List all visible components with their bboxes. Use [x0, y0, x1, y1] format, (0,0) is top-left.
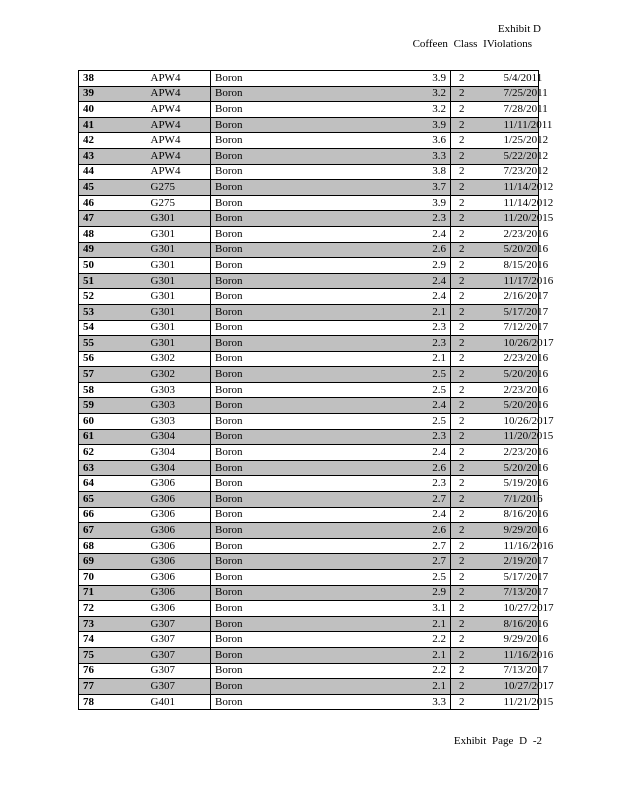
table-row	[79, 554, 539, 570]
violations-table	[78, 70, 554, 710]
concentration-value: 2.2	[377, 632, 451, 648]
sample-date: 2/23/2016	[501, 351, 539, 367]
well-id: APW4	[131, 86, 211, 102]
table-row	[79, 86, 539, 102]
parameter: Boron	[211, 367, 377, 383]
table-row	[79, 273, 539, 289]
well-id: G303	[131, 382, 211, 398]
table-row	[79, 492, 539, 508]
parameter: Boron	[211, 180, 377, 196]
row-number: 62	[79, 445, 131, 461]
concentration-value: 3.8	[377, 164, 451, 180]
table-row	[79, 367, 539, 383]
concentration-value: 2.4	[377, 507, 451, 523]
row-number: 50	[79, 258, 131, 274]
class-value: 2	[451, 242, 501, 258]
table-row	[79, 585, 539, 601]
sample-date: 1/25/2012	[501, 133, 539, 149]
class-value: 2	[451, 195, 501, 211]
row-number: 40	[79, 102, 131, 118]
concentration-value: 2.4	[377, 398, 451, 414]
concentration-value: 2.6	[377, 242, 451, 258]
parameter: Boron	[211, 601, 377, 617]
table-row	[79, 195, 539, 211]
class-value: 2	[451, 86, 501, 102]
concentration-value: 2.1	[377, 351, 451, 367]
row-number: 69	[79, 554, 131, 570]
table-row	[79, 258, 539, 274]
table-row	[79, 180, 539, 196]
parameter: Boron	[211, 694, 377, 710]
row-number: 53	[79, 304, 131, 320]
sample-date: 7/12/2017	[501, 320, 539, 336]
class-value: 2	[451, 460, 501, 476]
concentration-value: 2.7	[377, 554, 451, 570]
table-row	[79, 117, 539, 133]
class-value: 2	[451, 211, 501, 227]
row-number: 45	[79, 180, 131, 196]
sample-date: 2/23/2016	[501, 445, 539, 461]
table-row	[79, 382, 539, 398]
well-id: G306	[131, 476, 211, 492]
well-id: G307	[131, 616, 211, 632]
concentration-value: 3.2	[377, 102, 451, 118]
row-number: 55	[79, 336, 131, 352]
row-number: 72	[79, 601, 131, 617]
well-id: G306	[131, 554, 211, 570]
parameter: Boron	[211, 273, 377, 289]
concentration-value: 2.5	[377, 414, 451, 430]
well-id: G304	[131, 445, 211, 461]
concentration-value: 2.4	[377, 273, 451, 289]
parameter: Boron	[211, 148, 377, 164]
parameter: Boron	[211, 304, 377, 320]
sample-date: 5/20/2016	[501, 242, 539, 258]
well-id: G301	[131, 289, 211, 305]
class-value: 2	[451, 117, 501, 133]
class-value: 2	[451, 507, 501, 523]
class-value: 2	[451, 102, 501, 118]
table-row	[79, 445, 539, 461]
table-row	[79, 304, 539, 320]
concentration-value: 2.4	[377, 445, 451, 461]
concentration-value: 3.9	[377, 117, 451, 133]
sample-date: 10/26/2017	[501, 336, 539, 352]
sample-date: 7/25/2011	[501, 86, 539, 102]
row-number: 68	[79, 538, 131, 554]
table-row	[79, 476, 539, 492]
row-number: 56	[79, 351, 131, 367]
parameter: Boron	[211, 336, 377, 352]
class-value: 2	[451, 570, 501, 586]
concentration-value: 2.9	[377, 258, 451, 274]
class-value: 2	[451, 663, 501, 679]
class-value: 2	[451, 148, 501, 164]
class-value: 2	[451, 694, 501, 710]
parameter: Boron	[211, 647, 377, 663]
sample-date: 7/13/2017	[501, 585, 539, 601]
concentration-value: 2.1	[377, 616, 451, 632]
parameter: Boron	[211, 632, 377, 648]
row-number: 60	[79, 414, 131, 430]
sample-date: 10/27/2017	[501, 601, 539, 617]
class-value: 2	[451, 414, 501, 430]
class-value: 2	[451, 601, 501, 617]
row-number: 54	[79, 320, 131, 336]
well-id: APW4	[131, 148, 211, 164]
class-value: 2	[451, 133, 501, 149]
parameter: Boron	[211, 429, 377, 445]
table-row	[79, 570, 539, 586]
concentration-value: 2.3	[377, 476, 451, 492]
well-id: G275	[131, 180, 211, 196]
sample-date: 5/17/2017	[501, 570, 539, 586]
well-id: G301	[131, 211, 211, 227]
class-value: 2	[451, 679, 501, 695]
sample-date: 9/29/2016	[501, 523, 539, 539]
sample-date: 8/15/2016	[501, 258, 539, 274]
sample-date: 2/19/2017	[501, 554, 539, 570]
row-number: 61	[79, 429, 131, 445]
row-number: 74	[79, 632, 131, 648]
parameter: Boron	[211, 460, 377, 476]
table-row	[79, 133, 539, 149]
sample-date: 2/16/2017	[501, 289, 539, 305]
well-id: G303	[131, 414, 211, 430]
table-row	[79, 398, 539, 414]
concentration-value: 2.9	[377, 585, 451, 601]
parameter: Boron	[211, 164, 377, 180]
sample-date: 11/14/2012	[501, 195, 539, 211]
concentration-value: 3.3	[377, 694, 451, 710]
well-id: G301	[131, 273, 211, 289]
sample-date: 2/23/2016	[501, 226, 539, 242]
row-number: 67	[79, 523, 131, 539]
sample-date: 2/23/2016	[501, 382, 539, 398]
row-number: 47	[79, 211, 131, 227]
sample-date: 5/20/2016	[501, 460, 539, 476]
well-id: G303	[131, 398, 211, 414]
concentration-value: 3.2	[377, 86, 451, 102]
parameter: Boron	[211, 320, 377, 336]
sample-date: 10/26/2017	[501, 414, 539, 430]
concentration-value: 3.7	[377, 180, 451, 196]
row-number: 48	[79, 226, 131, 242]
well-id: G306	[131, 538, 211, 554]
page-footer: Exhibit Page D -2	[453, 735, 542, 747]
parameter: Boron	[211, 492, 377, 508]
row-number: 42	[79, 133, 131, 149]
concentration-value: 2.4	[377, 289, 451, 305]
parameter: Boron	[211, 538, 377, 554]
sample-date: 5/22/2012	[501, 148, 539, 164]
class-value: 2	[451, 445, 501, 461]
sample-date: 11/20/2015	[501, 211, 539, 227]
parameter: Boron	[211, 679, 377, 695]
class-value: 2	[451, 367, 501, 383]
table-row	[79, 320, 539, 336]
class-value: 2	[451, 585, 501, 601]
well-id: APW4	[131, 117, 211, 133]
concentration-value: 2.7	[377, 538, 451, 554]
parameter: Boron	[211, 382, 377, 398]
concentration-value: 2.5	[377, 570, 451, 586]
row-number: 41	[79, 117, 131, 133]
parameter: Boron	[211, 585, 377, 601]
parameter: Boron	[211, 523, 377, 539]
row-number: 70	[79, 570, 131, 586]
concentration-value: 2.2	[377, 663, 451, 679]
well-id: G307	[131, 679, 211, 695]
row-number: 57	[79, 367, 131, 383]
row-number: 77	[79, 679, 131, 695]
row-number: 64	[79, 476, 131, 492]
concentration-value: 2.7	[377, 492, 451, 508]
class-value: 2	[451, 554, 501, 570]
row-number: 38	[79, 71, 131, 87]
well-id: G304	[131, 429, 211, 445]
sample-date: 7/23/2012	[501, 164, 539, 180]
table-row	[79, 148, 539, 164]
well-id: APW4	[131, 133, 211, 149]
class-value: 2	[451, 429, 501, 445]
class-value: 2	[451, 382, 501, 398]
row-number: 39	[79, 86, 131, 102]
parameter: Boron	[211, 414, 377, 430]
class-value: 2	[451, 523, 501, 539]
table-row	[79, 647, 539, 663]
well-id: G275	[131, 195, 211, 211]
sample-date: 11/16/2016	[501, 538, 539, 554]
well-id: G304	[131, 460, 211, 476]
row-number: 73	[79, 616, 131, 632]
parameter: Boron	[211, 71, 377, 87]
table-row	[79, 507, 539, 523]
parameter: Boron	[211, 616, 377, 632]
well-id: G302	[131, 367, 211, 383]
concentration-value: 2.4	[377, 226, 451, 242]
parameter: Boron	[211, 554, 377, 570]
table-row	[79, 242, 539, 258]
violations-table-body	[79, 71, 554, 710]
class-value: 2	[451, 538, 501, 554]
well-id: G302	[131, 351, 211, 367]
table-row	[79, 289, 539, 305]
parameter: Boron	[211, 211, 377, 227]
row-number: 52	[79, 289, 131, 305]
sample-date: 5/20/2016	[501, 398, 539, 414]
class-value: 2	[451, 273, 501, 289]
parameter: Boron	[211, 289, 377, 305]
class-value: 2	[451, 616, 501, 632]
class-value: 2	[451, 258, 501, 274]
well-id: G401	[131, 694, 211, 710]
row-number: 66	[79, 507, 131, 523]
table-row	[79, 538, 539, 554]
well-id: G307	[131, 663, 211, 679]
parameter: Boron	[211, 133, 377, 149]
concentration-value: 2.3	[377, 336, 451, 352]
table-row	[79, 616, 539, 632]
sample-date: 11/17/2016	[501, 273, 539, 289]
row-number: 51	[79, 273, 131, 289]
parameter: Boron	[211, 663, 377, 679]
sample-date: 7/1/2016	[501, 492, 539, 508]
parameter: Boron	[211, 258, 377, 274]
well-id: G307	[131, 647, 211, 663]
concentration-value: 3.3	[377, 148, 451, 164]
class-value: 2	[451, 180, 501, 196]
row-number: 65	[79, 492, 131, 508]
concentration-value: 2.1	[377, 647, 451, 663]
well-id: APW4	[131, 71, 211, 87]
table-row	[79, 632, 539, 648]
row-number: 75	[79, 647, 131, 663]
sample-date: 5/20/2016	[501, 367, 539, 383]
sample-date: 8/16/2016	[501, 616, 539, 632]
parameter: Boron	[211, 242, 377, 258]
parameter: Boron	[211, 117, 377, 133]
well-id: G306	[131, 492, 211, 508]
parameter: Boron	[211, 226, 377, 242]
class-value: 2	[451, 647, 501, 663]
table-row	[79, 102, 539, 118]
sample-date: 5/4/2011	[501, 71, 539, 87]
concentration-value: 2.6	[377, 523, 451, 539]
concentration-value: 2.3	[377, 211, 451, 227]
well-id: G306	[131, 523, 211, 539]
class-value: 2	[451, 304, 501, 320]
sample-date: 9/29/2016	[501, 632, 539, 648]
parameter: Boron	[211, 507, 377, 523]
row-number: 71	[79, 585, 131, 601]
class-value: 2	[451, 492, 501, 508]
row-number: 44	[79, 164, 131, 180]
concentration-value: 2.1	[377, 679, 451, 695]
table-row	[79, 226, 539, 242]
well-id: G301	[131, 242, 211, 258]
row-number: 46	[79, 195, 131, 211]
sample-date: 11/20/2015	[501, 429, 539, 445]
concentration-value: 2.5	[377, 382, 451, 398]
parameter: Boron	[211, 445, 377, 461]
concentration-value: 2.5	[377, 367, 451, 383]
table-row	[79, 523, 539, 539]
table-row	[79, 336, 539, 352]
sample-date: 5/17/2017	[501, 304, 539, 320]
concentration-value: 2.3	[377, 429, 451, 445]
table-row	[79, 351, 539, 367]
well-id: APW4	[131, 102, 211, 118]
well-id: G306	[131, 585, 211, 601]
row-number: 78	[79, 694, 131, 710]
concentration-value: 2.1	[377, 304, 451, 320]
row-number: 63	[79, 460, 131, 476]
class-value: 2	[451, 226, 501, 242]
concentration-value: 2.6	[377, 460, 451, 476]
class-value: 2	[451, 476, 501, 492]
well-id: APW4	[131, 164, 211, 180]
class-value: 2	[451, 289, 501, 305]
sample-date: 8/16/2016	[501, 507, 539, 523]
sample-date: 5/19/2016	[501, 476, 539, 492]
concentration-value: 3.6	[377, 133, 451, 149]
well-id: G306	[131, 570, 211, 586]
parameter: Boron	[211, 86, 377, 102]
sample-date: 7/13/2017	[501, 663, 539, 679]
sample-date: 11/21/2015	[501, 694, 539, 710]
concentration-value: 3.9	[377, 195, 451, 211]
well-id: G301	[131, 304, 211, 320]
sample-date: 10/27/2017	[501, 679, 539, 695]
table-row	[79, 679, 539, 695]
table-row	[79, 601, 539, 617]
well-id: G306	[131, 601, 211, 617]
class-value: 2	[451, 336, 501, 352]
class-value: 2	[451, 632, 501, 648]
table-row	[79, 694, 539, 710]
class-value: 2	[451, 320, 501, 336]
class-value: 2	[451, 398, 501, 414]
well-id: G306	[131, 507, 211, 523]
well-id: G307	[131, 632, 211, 648]
concentration-value: 2.3	[377, 320, 451, 336]
parameter: Boron	[211, 398, 377, 414]
sample-date: 11/16/2016	[501, 647, 539, 663]
well-id: G301	[131, 336, 211, 352]
row-number: 43	[79, 148, 131, 164]
parameter: Boron	[211, 102, 377, 118]
table-row	[79, 211, 539, 227]
concentration-value: 3.9	[377, 71, 451, 87]
table-row	[79, 460, 539, 476]
parameter: Boron	[211, 351, 377, 367]
table-row	[79, 71, 539, 87]
sample-date: 7/28/2011	[501, 102, 539, 118]
sample-date: 11/14/2012	[501, 180, 539, 196]
sample-date: 11/11/2011	[501, 117, 539, 133]
parameter: Boron	[211, 570, 377, 586]
well-id: G301	[131, 226, 211, 242]
table-row	[79, 164, 539, 180]
row-number: 49	[79, 242, 131, 258]
row-number: 58	[79, 382, 131, 398]
parameter: Boron	[211, 476, 377, 492]
table-row	[79, 429, 539, 445]
well-id: G301	[131, 320, 211, 336]
row-number: 59	[79, 398, 131, 414]
table-row	[79, 663, 539, 679]
parameter: Boron	[211, 195, 377, 211]
well-id: G301	[131, 258, 211, 274]
concentration-value: 3.1	[377, 601, 451, 617]
class-value: 2	[451, 71, 501, 87]
exhibit-subtitle: Coffeen Class IViolations	[412, 38, 532, 50]
class-value: 2	[451, 351, 501, 367]
table-row	[79, 414, 539, 430]
exhibit-title: Exhibit D	[497, 23, 541, 35]
row-number: 76	[79, 663, 131, 679]
class-value: 2	[451, 164, 501, 180]
